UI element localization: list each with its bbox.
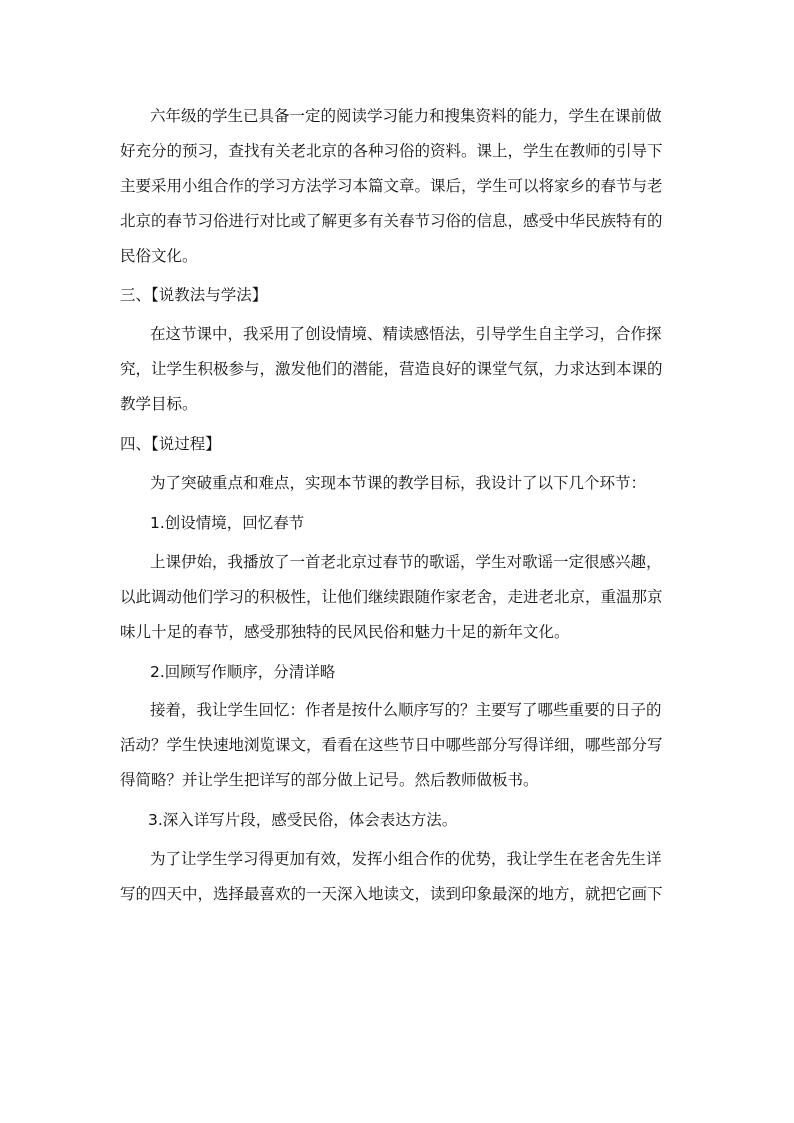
step-1-line-1: 上课伊始，我播放了一首老北京过春节的歌谣，学生对歌谣一定很感兴趣， <box>150 553 662 571</box>
step-1-line-3: 味儿十足的春节，感受那独特的民风民俗和魅力十足的新年文化。 <box>120 623 570 641</box>
step-3-line-1: 为了让学生学习得更加有效，发挥小组合作的优势，我让学生在老舍先生详 <box>150 850 662 868</box>
paragraph-1-line-2: 好充分的预习，查找有关老北京的各种习俗的资料。课上，学生在教师的引导下 <box>120 142 663 160</box>
step-1-title: 1.创设情境，回忆春节 <box>150 514 305 532</box>
paragraph-1-line-3: 主要采用小组合作的学习方法学习本篇文章。课后，学生可以将家乡的春节与老 <box>120 177 663 195</box>
section-4-heading: 四、【说过程】 <box>120 435 221 453</box>
step-2-line-3: 得简略？并让学生把详写的部分做上记号。然后教师做板书。 <box>120 771 539 789</box>
step-1-line-2: 以此调动他们学习的积极性，让他们继续跟随作家老舍，走进老北京，重温那京 <box>120 588 663 606</box>
paragraph-1-line-1: 六年级的学生已具备一定的阅读学习能力和搜集资料的能力，学生在课前做 <box>150 107 662 125</box>
step-3-line-2: 写的四天中，选择最喜欢的一天深入地读文，读到印象最深的地方，就把它画下 <box>120 885 663 903</box>
paragraph-2-line-1: 在这节课中，我采用了创设情境、精读感悟法，引导学生自主学习，合作探 <box>150 325 662 343</box>
section-3-heading: 三、【说教法与学法】 <box>120 286 268 304</box>
step-2-line-1: 接着，我让学生回忆：作者是按什么顺序写的？主要写了哪些重要的日子的 <box>150 701 662 719</box>
paragraph-1-line-4: 北京的春节习俗进行对比或了解更多有关春节习俗的信息，感受中华民族特有的 <box>120 212 663 230</box>
paragraph-2-line-2: 究，让学生积极参与，激发他们的潜能，营造良好的课堂气氛，力求达到本课的 <box>120 360 663 378</box>
step-3-title: 3.深入详写片段，感受民俗，体会表达方法。 <box>148 811 458 829</box>
step-2-title: 2.回顾写作顺序，分清详略 <box>150 663 336 681</box>
paragraph-2-line-3: 教学目标。 <box>120 395 198 413</box>
step-2-line-2: 活动？学生快速地浏览课文，看看在这些节日中哪些部分写得详细，哪些部分写 <box>120 736 663 754</box>
paragraph-1-line-5: 民俗文化。 <box>120 247 198 265</box>
paragraph-3: 为了突破重点和难点，实现本节课的教学目标，我设计了以下几个环节： <box>150 474 647 492</box>
